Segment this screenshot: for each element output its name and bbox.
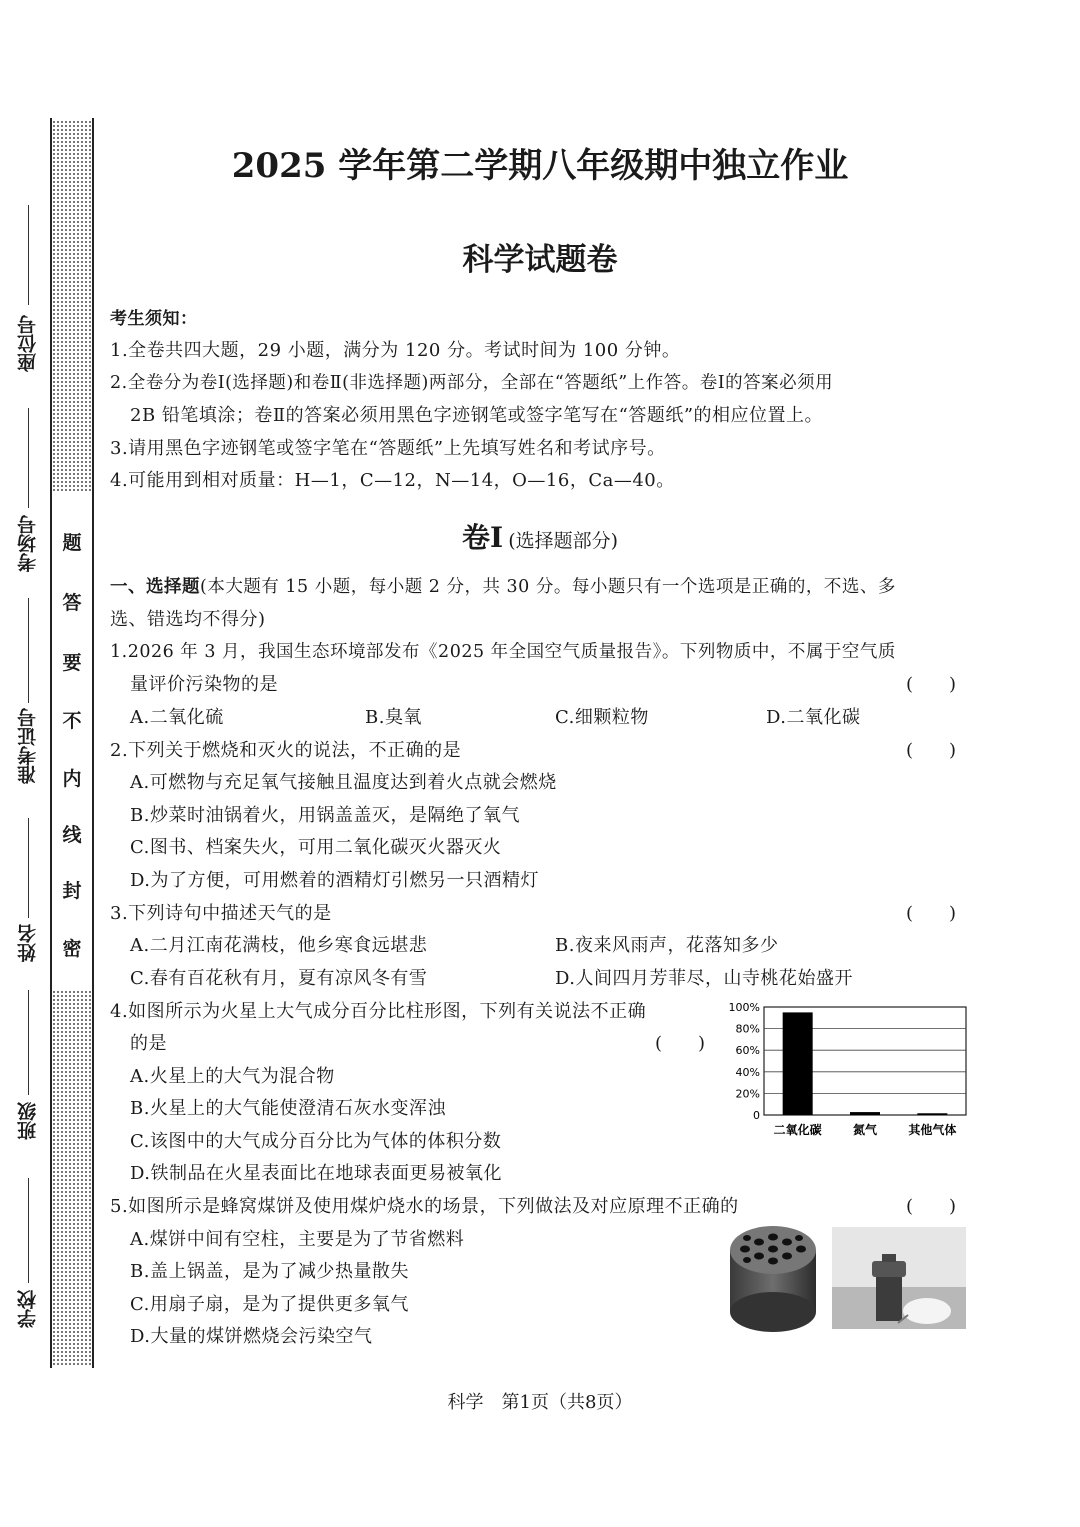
chart-bar	[850, 1112, 880, 1115]
notice-heading: 考生须知：	[110, 309, 198, 329]
q5-stem: 5.如图所示是蜂窝煤饼及使用煤炉烧水的场景，下列做法及对应原理不正确的	[110, 1196, 739, 1217]
q1-answer-paren[interactable]: ( )	[906, 674, 957, 695]
chart-ytick-label: 0	[753, 1109, 760, 1122]
notice-line: 1.全卷共四大题，29 小题，满分为 120 分。考试时间为 100 分钟。	[110, 340, 681, 361]
seal-char: 题	[62, 532, 82, 554]
q4-option-d[interactable]: D.铁制品在火星表面比在地球表面更易被氧化	[130, 1163, 503, 1184]
q3-answer-paren[interactable]: ( )	[906, 903, 957, 924]
admission-number-blank[interactable]	[28, 598, 29, 703]
honeycomb-briquette-image	[726, 1222, 820, 1334]
seal-char: 内	[62, 768, 82, 790]
q4-option-a[interactable]: A.火星上的大气为混合物	[130, 1066, 335, 1087]
chart-xtick-label: 其他气体	[908, 1123, 957, 1137]
q4-stem: 4.如图所示为火星上大气成分百分比柱形图，下列有关说法不正确	[110, 1001, 647, 1022]
q3-option-c[interactable]: C.春有百花秋有月，夏有凉风冬有雪	[130, 968, 428, 989]
coal-stove-photo	[832, 1227, 966, 1329]
section-title-sub: (选择题部分)	[508, 530, 619, 552]
q1-option-d[interactable]: D.二氧化碳	[766, 707, 861, 728]
q3-option-b[interactable]: B.夜来风雨声，花落知多少	[555, 935, 779, 956]
name-blank[interactable]	[28, 818, 29, 918]
q1-stem-cont: 量评价污染物的是	[130, 674, 278, 695]
section-title	[0, 516, 1080, 556]
q3-option-a[interactable]: A.二月江南花满枝，他乡寒食远堪悲	[130, 935, 428, 956]
chart-ytick-label: 60%	[735, 1044, 760, 1058]
seal-char: 答	[62, 592, 82, 614]
seal-char: 封	[62, 880, 82, 902]
chart-bar	[917, 1113, 947, 1115]
q1-option-c[interactable]: C.细颗粒物	[555, 707, 649, 728]
q1-option-a[interactable]: A.二氧化硫	[130, 707, 224, 728]
exam-room-label: 考场号	[17, 515, 39, 572]
name-label: 姓名	[17, 924, 39, 962]
school-blank[interactable]	[28, 1178, 29, 1283]
class-blank[interactable]	[28, 990, 29, 1095]
exam-room-blank[interactable]	[28, 408, 29, 508]
page-subtitle: 科学试题卷	[462, 242, 618, 278]
q2-answer-paren[interactable]: ( )	[906, 740, 957, 761]
q5-option-a[interactable]: A.煤饼中间有空柱，主要是为了节省燃料	[130, 1229, 465, 1250]
q2-stem: 2.下列关于燃烧和灭火的说法，不正确的是	[110, 740, 462, 761]
chart-ytick-label: 40%	[735, 1065, 760, 1079]
section-instructions-cont: 选、错选均不得分)	[110, 609, 266, 630]
chart-ytick-label: 20%	[735, 1087, 760, 1101]
q2-option-c[interactable]: C.图书、档案失火，可用二氧化碳灭火器灭火	[130, 837, 502, 858]
chart-xtick-label: 氮气	[852, 1123, 878, 1137]
section-title-main: 卷Ⅰ	[461, 521, 504, 554]
chart-bar	[783, 1012, 813, 1115]
q5-option-d[interactable]: D.大量的煤饼燃烧会污染空气	[130, 1326, 373, 1347]
seal-char: 不	[62, 710, 82, 732]
section-heading-bold: 一、选择题	[110, 577, 200, 597]
q2-option-a[interactable]: A.可燃物与充足氧气接触且温度达到着火点就会燃烧	[130, 772, 557, 793]
notice-line: 3.请用黑色字迹钢笔或签字笔在“答题纸”上先填写姓名和考试序号。	[110, 438, 666, 459]
notice-line: 2B 铅笔填涂；卷Ⅱ的答案必须用黑色字迹钢笔或签字笔写在“答题纸”的相应位置上。	[130, 405, 824, 426]
seal-char: 密	[62, 938, 82, 960]
binding-strip	[50, 118, 94, 1368]
class-label: 班级	[17, 1102, 39, 1140]
q2-option-d[interactable]: D.为了方便，可用燃着的酒精灯引燃另一只酒精灯	[130, 870, 540, 891]
school-label: 学校	[17, 1290, 39, 1328]
chart-ytick-label: 80%	[735, 1022, 760, 1036]
q1-option-b[interactable]: B.臭氧	[365, 707, 422, 728]
page-title: 2025 学年第二学期八年级期中独立作业	[231, 146, 849, 186]
q4-stem-cont: 的是	[130, 1033, 167, 1054]
q3-stem: 3.下列诗句中描述天气的是	[110, 903, 332, 924]
section-heading-rest: (本大题有 15 小题，每小题 2 分，共 30 分。每小题只有一个选项是正确的，不选、多	[200, 577, 896, 597]
seat-number-label: 座位号	[17, 315, 39, 372]
mars-atmosphere-chart	[722, 996, 972, 1146]
q4-answer-paren[interactable]: ( )	[655, 1033, 706, 1054]
notice-line: 4.可能用到相对质量：H—1，C—12，N—14，O—16，Ca—40。	[110, 470, 675, 491]
q4-option-c[interactable]: C.该图中的大气成分百分比为气体的体积分数	[130, 1131, 502, 1152]
q5-option-c[interactable]: C.用扇子扇，是为了提供更多氧气	[130, 1294, 409, 1315]
q4-option-b[interactable]: B.火星上的大气能使澄清石灰水变浑浊	[130, 1098, 446, 1119]
q3-option-d[interactable]: D.人间四月芳菲尽，山寺桃花始盛开	[555, 968, 854, 989]
page-footer: 科学 第1页（共8页）	[447, 1392, 633, 1413]
chart-ytick-label: 100%	[728, 1001, 760, 1014]
q5-answer-paren[interactable]: ( )	[906, 1196, 957, 1217]
q1-stem: 1.2026 年 3 月，我国生态环境部发布《2025 年全国空气质量报告》。下列物质中，不属于空气质	[110, 642, 896, 662]
admission-number-label: 准考证号	[17, 708, 39, 784]
chart-xtick-label: 二氧化碳	[773, 1123, 822, 1137]
section-instructions	[110, 573, 896, 598]
seal-char: 线	[62, 824, 82, 846]
seal-char: 要	[62, 652, 82, 674]
dotted-band-bottom	[52, 990, 92, 1366]
notice-line: 2.全卷分为卷Ⅰ(选择题)和卷Ⅱ(非选择题)两部分，全部在“答题纸”上作答。卷Ⅰ的答案必须用	[110, 373, 834, 393]
q2-option-b[interactable]: B.炒菜时油锅着火，用锅盖盖灭，是隔绝了氧气	[130, 805, 520, 826]
q5-option-b[interactable]: B.盖上锅盖，是为了减少热量散失	[130, 1261, 409, 1282]
